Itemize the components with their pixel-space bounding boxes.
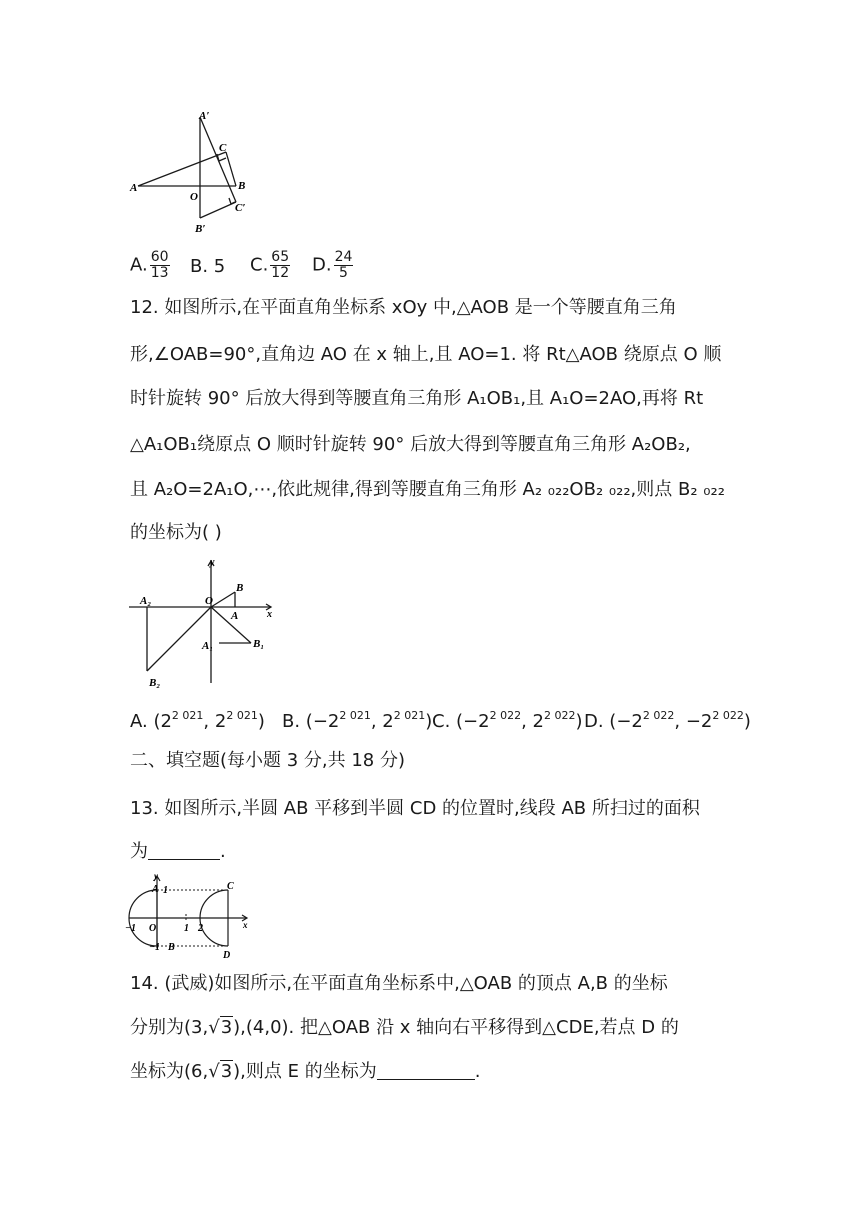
q12-figure bbox=[125, 555, 285, 695]
q12-label-b2: B₂ bbox=[149, 677, 161, 689]
q12-text-line-4: △A₁OB₁绕原点 O 顺时针旋转 90° 后放大得到等腰直角三角形 A₂OB₂, bbox=[130, 434, 691, 455]
q11-figure bbox=[125, 105, 260, 235]
q11-label-c: C bbox=[219, 142, 227, 154]
q12-label-b: B bbox=[236, 582, 244, 594]
q13-label-one-axis: 1 bbox=[184, 923, 189, 934]
q12-label-x: x bbox=[267, 609, 272, 620]
q11-option-a-fraction: $\frac{60}{13}$ bbox=[150, 249, 169, 281]
q11-label-a-prime: A′ bbox=[199, 110, 210, 122]
q11-label-o: O bbox=[190, 191, 198, 203]
q13-label-one-top: 1 bbox=[163, 885, 168, 896]
q13-label-y: y bbox=[154, 871, 158, 881]
q11-option-a: A. $\frac{60}{13}$ bbox=[130, 249, 169, 281]
q12-label-o: O bbox=[205, 595, 213, 607]
q12-text-line-2: 形,∠OAB=90°,直角边 AO 在 x 轴上,且 AO=1. 将 Rt△AOB 绕原点 O 顺 bbox=[130, 344, 722, 365]
q13-answer-blank[interactable] bbox=[148, 859, 220, 860]
q12-option-b: B. ($-2^{2 021}$, $2^{2 021}$) bbox=[282, 709, 433, 732]
q12-option-d: D. ($-2^{2 022}$, $-2^{2 022}$) bbox=[584, 709, 751, 732]
q13-figure bbox=[125, 870, 255, 960]
q11-label-b: B bbox=[238, 180, 246, 192]
q13-label-d: D bbox=[223, 950, 231, 960]
q14-sqrt-3-second: √3 bbox=[208, 1061, 233, 1082]
q14-text-line-2: 分别为(3,√3),(4,0). 把△OAB 沿 x 轴向右平移得到△CDE,若点 D 的 bbox=[130, 1017, 679, 1038]
q14-answer-blank[interactable] bbox=[377, 1079, 475, 1080]
q13-label-a: A bbox=[152, 884, 159, 895]
q12-option-c: C. ($-2^{2 022}$, $2^{2 022}$) bbox=[432, 709, 583, 732]
q12-text-line-6: 的坐标为( ) bbox=[130, 522, 222, 543]
q13-label-two-axis: 2 bbox=[198, 923, 203, 934]
q11-option-b: B. 5 bbox=[190, 256, 226, 277]
q11-option-d-fraction: $\frac{24}{5}$ bbox=[334, 249, 353, 281]
q12-text-line-1: 12. 如图所示,在平面直角坐标系 xOy 中,△AOB 是一个等腰直角三角 bbox=[130, 297, 677, 318]
q12-text-line-5: 且 A₂O=2A₁O,⋯,依此规律,得到等腰直角三角形 A₂ ₀₂₂OB₂ ₀₂₂,则点 B₂ ₀₂₂ bbox=[130, 479, 725, 500]
q11-option-c-fraction: $\frac{65}{12}$ bbox=[271, 249, 290, 281]
q11-label-c-prime: C′ bbox=[235, 202, 246, 214]
q13-label-c: C bbox=[227, 881, 234, 892]
q12-label-a2: A₂ bbox=[140, 595, 152, 607]
section-heading: 二、填空题(每小题 3 分,共 18 分) bbox=[130, 750, 406, 771]
q14-text-line-3: 坐标为(6,√3),则点 E 的坐标为 . bbox=[130, 1061, 481, 1082]
q12-text-line-3: 时针旋转 90° 后放大得到等腰直角三角形 A₁OB₁,且 A₁O=2AO,再将 Rt bbox=[130, 388, 704, 409]
q13-label-neg-one-left: −1 bbox=[125, 923, 137, 934]
q12-label-b1: B₁ bbox=[253, 638, 265, 650]
q11-label-b-prime: B′ bbox=[195, 223, 206, 235]
q14-sqrt-3: √3 bbox=[208, 1017, 233, 1038]
q13-label-b: B bbox=[168, 942, 175, 953]
q12-label-y: y bbox=[210, 557, 215, 568]
q11-option-d: D. $\frac{24}{5}$ bbox=[312, 249, 353, 281]
q14-text-line-1: 14. (武威)如图所示,在平面直角坐标系中,△OAB 的顶点 A,B 的坐标 bbox=[130, 973, 668, 994]
q13-label-neg-one-bottom: −1 bbox=[149, 942, 161, 953]
q13-text-line-2: 为 . bbox=[130, 841, 226, 862]
q13-label-x: x bbox=[243, 920, 248, 930]
q12-option-a: A. ($2^{2 021}$, $2^{2 021}$) bbox=[130, 709, 265, 732]
q13-label-o: O bbox=[149, 923, 157, 934]
q11-option-c: C. $\frac{65}{12}$ bbox=[250, 249, 290, 281]
q12-label-a: A bbox=[231, 610, 239, 622]
q13-text-line-1: 13. 如图所示,半圆 AB 平移到半圆 CD 的位置时,线段 AB 所扫过的面积 bbox=[130, 798, 700, 819]
q12-label-a1: A₁ bbox=[202, 640, 214, 652]
q11-label-a: A bbox=[130, 182, 138, 194]
